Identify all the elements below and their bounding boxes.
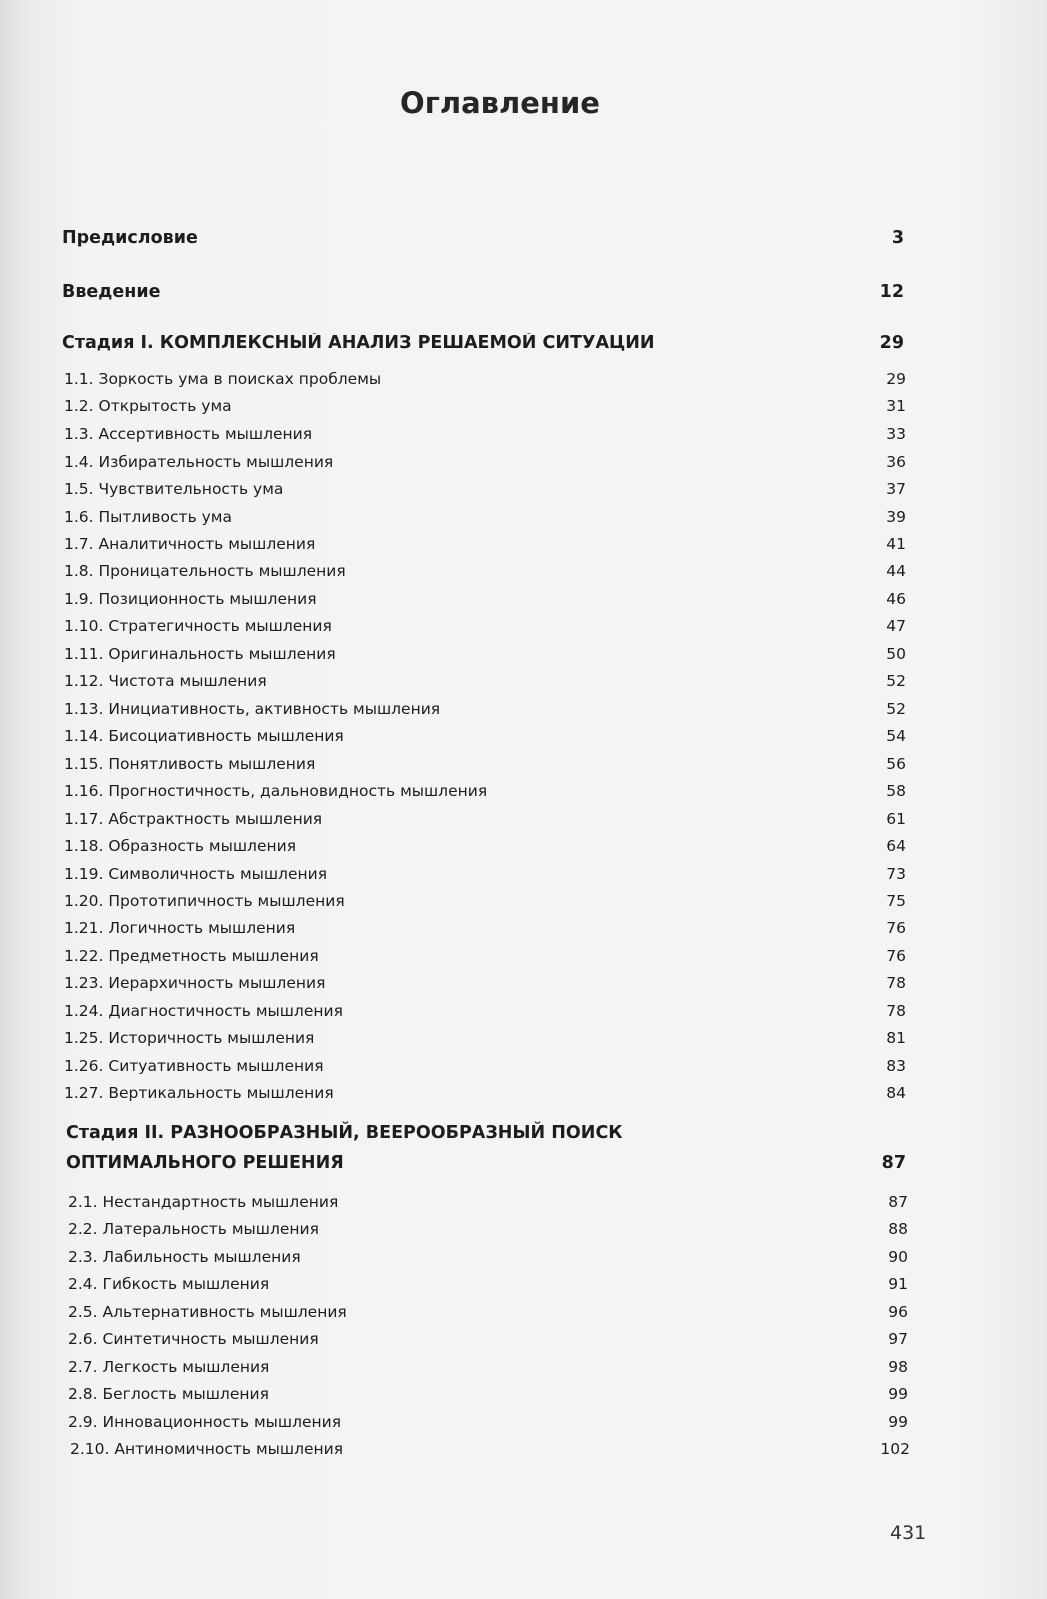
toc-page-number: 84 [886,1084,906,1102]
toc-label: Стадия I. КОМПЛЕКСНЫЙ АНАЛИЗ РЕШАЕМОЙ СИТУАЦИИ [62,333,655,353]
toc-page-number: 29 [879,333,904,353]
toc-entry-intro[interactable] [62,282,904,302]
toc-label: 1.18. Образность мышления [64,837,297,855]
toc-entry-1-23[interactable] [64,974,906,992]
toc-page-number: 64 [886,837,906,855]
toc-label: 1.14. Бисоциативность мышления [64,727,344,745]
toc-entry-1-18[interactable] [64,837,906,855]
toc-entry-2-3[interactable] [68,1248,908,1266]
toc-label: 1.21. Логичность мышления [64,919,296,937]
toc-page-number: 83 [886,1057,906,1075]
toc-entry-1-22[interactable] [64,947,906,965]
toc-entry-1-7[interactable] [64,535,906,553]
toc-entry-1-16[interactable] [64,782,906,800]
toc-entry-1-21[interactable] [64,919,906,937]
toc-page-number: 102 [880,1440,910,1458]
toc-page-number: 3 [891,228,904,248]
toc-entry-2-10[interactable] [70,1440,910,1458]
toc-page-number: 37 [886,480,906,498]
toc-label: 1.17. Абстрактность мышления [64,810,323,828]
toc-label: 1.27. Вертикальность мышления [64,1084,334,1102]
toc-label: 1.19. Символичность мышления [64,865,328,883]
toc-entry-1-10[interactable] [64,617,906,635]
toc-entry-stage1[interactable] [62,333,904,353]
toc-page-number: 91 [888,1275,908,1293]
toc-page-number: 52 [886,672,906,690]
toc-label: 1.26. Ситуативность мышления [64,1057,324,1075]
toc-page-number: 81 [886,1029,906,1047]
toc-page-number: 73 [886,865,906,883]
toc-entry-1-11[interactable] [64,645,906,663]
toc-label: 1.10. Стратегичность мышления [64,617,332,635]
toc-page-number: 78 [886,1002,906,1020]
toc-entry-1-24[interactable] [64,1002,906,1020]
toc-label: 1.3. Ассертивность мышления [64,425,313,443]
toc-entry-1-5[interactable] [64,480,906,498]
toc-label: 1.12. Чистота мышления [64,672,267,690]
toc-label: 1.22. Предметность мышления [64,947,319,965]
toc-label: 2.2. Латеральность мышления [68,1220,319,1238]
toc-label: ОПТИМАЛЬНОГО РЕШЕНИЯ [66,1153,344,1173]
page-number: 431 [890,1522,927,1544]
toc-entry-1-19[interactable] [64,865,906,883]
toc-entry-2-1[interactable] [68,1193,908,1211]
toc-entry-1-27[interactable] [64,1084,906,1102]
toc-label: 1.5. Чувствительность ума [64,480,284,498]
toc-label: 1.23. Иерархичность мышления [64,974,326,992]
toc-entry-1-14[interactable] [64,727,906,745]
toc-page-number: 87 [888,1193,908,1211]
toc-label: 1.20. Прототипичность мышления [64,892,345,910]
toc-page-number: 44 [886,562,906,580]
toc-page-number: 47 [886,617,906,635]
toc-label: 1.15. Понятливость мышления [64,755,316,773]
toc-label: 1.13. Инициативность, активность мышления [64,700,441,718]
toc-page-number: 99 [888,1413,908,1431]
toc-page-number: 31 [886,397,906,415]
toc-label: 1.7. Аналитичность мышления [64,535,316,553]
toc-page-number: 12 [879,282,904,302]
toc-entry-1-25[interactable] [64,1029,906,1047]
toc-entry-1-3[interactable] [64,425,906,443]
toc-page-number: 99 [888,1385,908,1403]
toc-entry-2-9[interactable] [68,1413,908,1431]
toc-label: 1.8. Проницательность мышления [64,562,346,580]
toc-page-number: 52 [886,700,906,718]
toc-page-number: 36 [886,453,906,471]
toc-page-number: 58 [886,782,906,800]
toc-entry-2-2[interactable] [68,1220,908,1238]
toc-entry-1-17[interactable] [64,810,906,828]
toc-label: 1.4. Избирательность мышления [64,453,334,471]
toc-label: 1.9. Позиционность мышления [64,590,317,608]
toc-entry-preface[interactable] [62,228,904,248]
toc-entry-2-4[interactable] [68,1275,908,1293]
toc-page-number: 39 [886,508,906,526]
toc-entry-1-4[interactable] [64,453,906,471]
toc-page-number: 75 [886,892,906,910]
toc-label: 2.4. Гибкость мышления [68,1275,270,1293]
toc-entry-1-20[interactable] [64,892,906,910]
toc-label: 2.7. Легкость мышления [68,1358,270,1376]
toc-label: 2.3. Лабильность мышления [68,1248,301,1266]
toc-page-number: 54 [886,727,906,745]
page-title: Оглавление [400,86,600,120]
toc-entry-2-6[interactable] [68,1330,908,1348]
toc-page-number: 88 [888,1220,908,1238]
toc-entry-1-9[interactable] [64,590,906,608]
toc-label: 2.6. Синтетичность мышления [68,1330,319,1348]
toc-page-number: 96 [888,1303,908,1321]
toc-entry-1-8[interactable] [64,562,906,580]
toc-page-number: 33 [886,425,906,443]
toc-page-number: 78 [886,974,906,992]
toc-page-number: 97 [888,1330,908,1348]
toc-stage2-title-line1: Стадия II. РАЗНООБРАЗНЫЙ, ВЕЕРООБРАЗНЫЙ ПОИСК [66,1123,623,1143]
toc-label: Предисловие [62,228,198,248]
toc-label: 1.11. Оригинальность мышления [64,645,336,663]
toc-page-number: 76 [886,947,906,965]
toc-label: 1.1. Зоркость ума в поисках проблемы [64,370,382,388]
toc-page-number: 50 [886,645,906,663]
toc-label: 2.1. Нестандартность мышления [68,1193,339,1211]
toc-page-number: 76 [886,919,906,937]
toc-label: 1.24. Диагностичность мышления [64,1002,343,1020]
toc-label: 2.8. Беглость мышления [68,1385,269,1403]
toc-entry-1-13[interactable] [64,700,906,718]
toc-page-number: 46 [886,590,906,608]
toc-entry-1-26[interactable] [64,1057,906,1075]
toc-label: 1.2. Открытость ума [64,397,232,415]
toc-page-number: 98 [888,1358,908,1376]
toc-page-number: 29 [886,370,906,388]
toc-entry-1-1[interactable] [64,370,906,388]
toc-entry-2-7[interactable] [68,1358,908,1376]
toc-entry-stage2[interactable] [66,1153,906,1173]
toc-entry-1-15[interactable] [64,755,906,773]
toc-label: Введение [62,282,161,302]
toc-page-number: 61 [886,810,906,828]
toc-page-number: 90 [888,1248,908,1266]
toc-label: 1.25. Историчность мышления [64,1029,315,1047]
toc-entry-1-6[interactable] [64,508,906,526]
toc-page-number: 56 [886,755,906,773]
toc-entry-1-12[interactable] [64,672,906,690]
toc-entry-1-2[interactable] [64,397,906,415]
toc-label: 1.6. Пытливость ума [64,508,233,526]
toc-page-number: 41 [886,535,906,553]
toc-entry-2-8[interactable] [68,1385,908,1403]
toc-entry-2-5[interactable] [68,1303,908,1321]
toc-label: 2.5. Альтернативность мышления [68,1303,347,1321]
toc-label: 2.9. Инновационность мышления [68,1413,342,1431]
toc-label: 2.10. Антиномичность мышления [70,1440,344,1458]
toc-label: 1.16. Прогностичность, дальновидность мышления [64,782,488,800]
toc-page-number: 87 [881,1153,906,1173]
